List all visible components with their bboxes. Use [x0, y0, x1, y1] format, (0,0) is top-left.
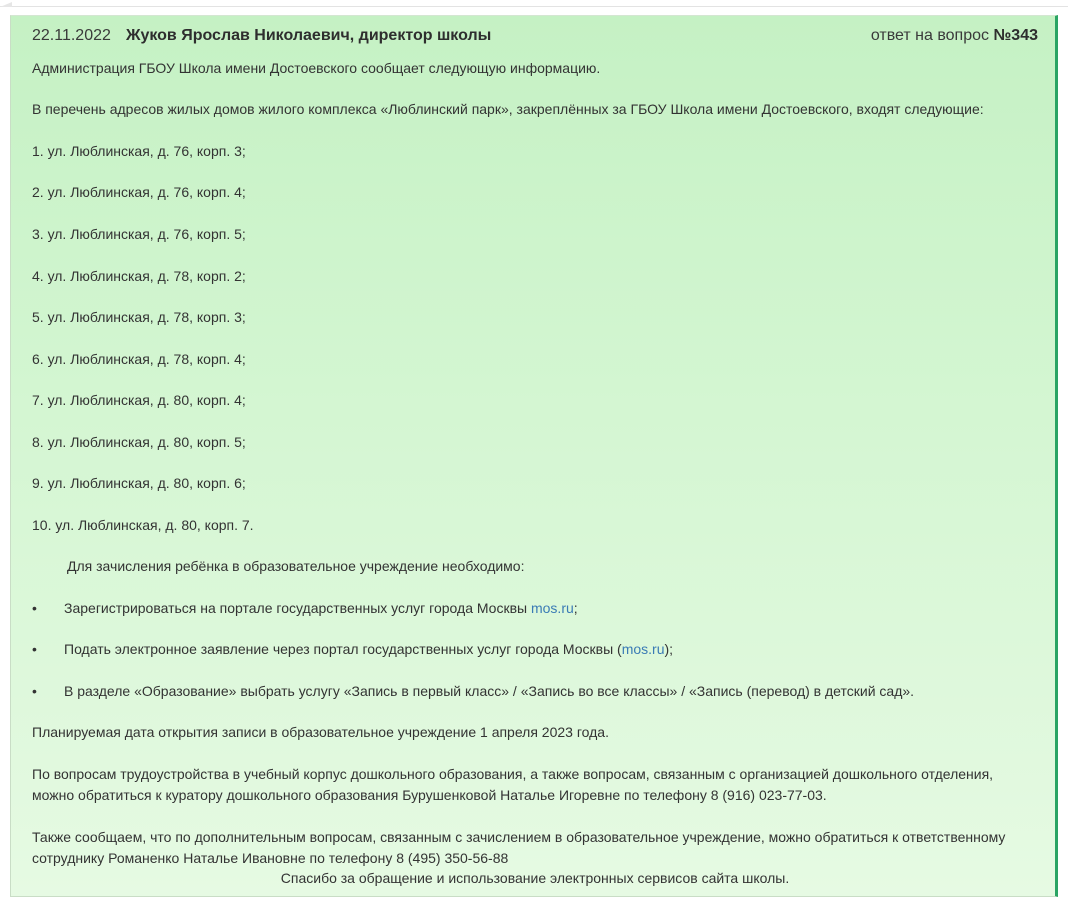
address-item: 9. ул. Люблинская, д. 80, корп. 6; [32, 475, 246, 491]
step-item [64, 639, 673, 660]
bullet-icon: • [32, 600, 37, 616]
enroll-intro: Для зачисления ребёнка в образовательное учреждение необходимо: [67, 558, 525, 574]
question-prefix: ответ на вопрос [870, 27, 990, 44]
answer-panel [10, 15, 1058, 897]
intro-text: Администрация ГБОУ Школа имени Достоевского сообщает следующую информацию. [32, 60, 601, 76]
address-item: 4. ул. Люблинская, д. 78, корп. 2; [32, 268, 246, 284]
mos-ru-link[interactable]: mos.ru [621, 641, 665, 657]
question-reference [871, 27, 1038, 45]
address-item: 10. ул. Люблинская, д. 80, корп. 7. [32, 517, 254, 533]
preschool-contact-text: По вопросам трудоустройства в учебный корпус дошкольного образования, а также вопросам, связанным с организацией дошкольного отделения, можно обратиться к куратору дошкольного образования Бурушенковой Наталье Игоревне по телефону 8 (916) 023-77-03. [32, 766, 994, 803]
step-text: Зарегистрироваться на портале государственных услуг города Москвы [64, 600, 531, 616]
planned-date-text: Планируемая дата открытия записи в образовательное учреждение 1 апреля 2023 года. [32, 724, 609, 740]
bullet-icon: • [32, 683, 37, 699]
address-item: 5. ул. Люблинская, д. 78, корп. 3; [32, 309, 246, 325]
top-divider [0, 6, 1068, 7]
address-item: 1. ул. Люблинская, д. 76, корп. 3; [32, 143, 246, 159]
mos-ru-link[interactable]: mos.ru [530, 600, 574, 616]
address-list-intro: В перечень адресов жилых домов жилого комплекса «Люблинский парк», закреплённых за ГБОУ Школа имени Достоевского, входят следующие: [32, 101, 984, 117]
address-item: 3. ул. Люблинская, д. 76, корп. 5; [32, 226, 246, 242]
thanks-text: Спасибо за обращение и использование электронных сервисов сайта школы. [280, 870, 790, 886]
address-item: 7. ул. Люблинская, д. 80, корп. 4; [32, 392, 246, 408]
address-item: 8. ул. Люблинская, д. 80, корп. 5; [32, 434, 246, 450]
step-text-suffix: ); [664, 641, 674, 657]
step-text: В разделе «Образование» выбрать услугу «Запись в первый класс» / «Запись во все классы» / «Запись (перевод) в детский сад». [64, 683, 915, 699]
answer-author: Жуков Ярослав Николаевич, директор школы [126, 27, 492, 44]
step-item [64, 598, 578, 619]
bullet-icon: • [32, 641, 37, 657]
step-text-suffix: ; [573, 600, 578, 616]
step-item [64, 681, 914, 702]
address-item: 6. ул. Люблинская, д. 78, корп. 4; [32, 351, 246, 367]
question-number: №343 [993, 27, 1038, 44]
step-text: Подать электронное заявление через портал государственных услуг города Москвы ( [64, 641, 622, 657]
address-item: 2. ул. Люблинская, д. 76, корп. 4; [32, 184, 246, 200]
corner-tab-icon [0, 2, 12, 7]
answer-header [32, 27, 1038, 49]
answer-date: 22.11.2022 [32, 27, 111, 44]
extra-contact-text: Также сообщаем, что по дополнительным вопросам, связанным с зачислением в образовательное учреждение, можно обратиться к ответственному сотруднику Романенко Наталье Ивановне по телефону 8 (495) 350-56-88 [32, 829, 1006, 866]
